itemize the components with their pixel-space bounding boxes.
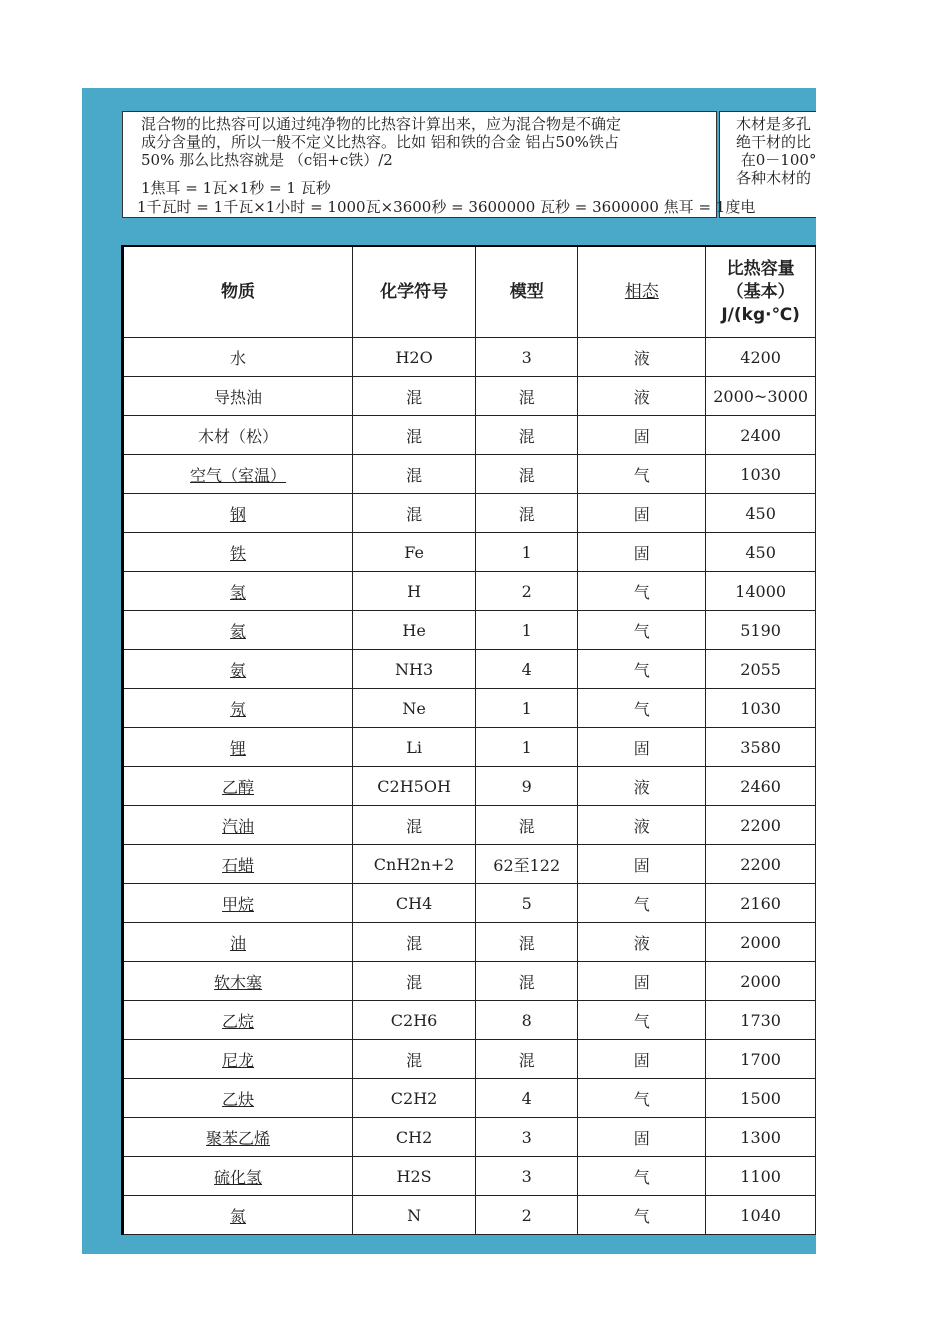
model-cell[interactable]: 3 [476,1157,578,1196]
specific-heat-table [121,245,816,1235]
header-heat-line1: 比热容量 [726,258,795,279]
substance-cell[interactable] [123,845,353,884]
phase-cell[interactable]: 固 [578,494,706,533]
header-heat-unit: J/(kg·℃) [721,304,800,325]
heat-cell[interactable]: 2000 [706,962,816,1001]
table-row [123,806,816,845]
heat-cell[interactable]: 14000 [706,572,816,611]
formula-cell[interactable]: 混 [353,923,476,962]
substance-cell[interactable]: 木材（松） [123,416,353,455]
heat-cell[interactable]: 1030 [706,689,816,728]
model-cell[interactable]: 4 [476,1079,578,1118]
formula-cell[interactable]: 混 [353,377,476,416]
formula-cell[interactable]: H2O [353,338,476,377]
substance-link[interactable]: 氮 [230,1206,247,1226]
header-heat-line2: （基本） [726,281,795,302]
mixture-note-textbox [122,111,756,218]
phase-cell[interactable]: 液 [578,338,706,377]
phase-cell[interactable]: 固 [578,728,706,767]
formula-cell[interactable]: 混 [353,1040,476,1079]
header-phase[interactable] [578,246,706,338]
phase-cell[interactable]: 固 [578,962,706,1001]
heat-cell[interactable]: 1730 [706,1001,816,1040]
heat-cell[interactable]: 2200 [706,806,816,845]
substance-link[interactable]: 氢 [230,582,247,602]
model-cell[interactable]: 5 [476,884,578,923]
substance-link[interactable]: 乙炔 [222,1089,255,1109]
table-row [123,650,816,689]
mixture-note-line: 成分含量的，所以一般不定义比热容。比如 铝和铁的合金 铝占50%铁占 [141,133,619,151]
substance-link[interactable]: 石蜡 [222,855,255,875]
model-cell[interactable]: 2 [476,1196,578,1235]
substance-cell[interactable] [123,650,353,689]
mixture-note-line: 混合物的比热容可以通过纯净物的比热容计算出来，应为混合物是不确定 [141,115,622,133]
header-model[interactable]: 模型 [476,246,578,338]
substance-link[interactable]: 乙醇 [222,777,255,797]
substance-cell[interactable] [123,1157,353,1196]
substance-link[interactable]: 钢 [230,504,247,524]
formula-cell[interactable]: 混 [353,494,476,533]
phase-cell[interactable]: 气 [578,884,706,923]
substance-link[interactable]: 锂 [230,738,247,758]
model-cell[interactable]: 混 [476,377,578,416]
formula-cell[interactable]: NH3 [353,650,476,689]
phase-cell[interactable]: 固 [578,533,706,572]
model-cell[interactable]: 9 [476,767,578,806]
header-substance[interactable]: 物质 [123,246,353,338]
kwh-definition-line: 1千瓦时 = 1千瓦×1小时 = 1000瓦×3600秒 = 3600000 瓦秒 = 3600000 焦耳 = 1度电 [137,198,756,216]
mixture-note-line: 50% 那么比热容就是 （c铝+c铁）/2 [141,151,393,169]
model-cell[interactable]: 8 [476,1001,578,1040]
substance-cell[interactable] [123,806,353,845]
phase-cell[interactable]: 液 [578,923,706,962]
model-cell[interactable]: 1 [476,533,578,572]
substance-link[interactable]: 软木塞 [214,972,263,992]
formula-cell[interactable]: CH4 [353,884,476,923]
table-row [123,611,816,650]
table-row [123,572,816,611]
formula-cell[interactable]: H2S [353,1157,476,1196]
table-body [123,338,816,1235]
phase-cell[interactable]: 气 [578,572,706,611]
substance-cell[interactable] [123,767,353,806]
table-row [123,377,816,416]
heat-cell[interactable]: 2000 [706,923,816,962]
substance-cell[interactable] [123,1196,353,1235]
table-row [123,689,816,728]
wood-note-line: 绝干材的比 [736,133,812,151]
formula-cell[interactable]: Li [353,728,476,767]
substance-cell[interactable] [123,572,353,611]
substance-cell[interactable] [123,923,353,962]
table-row [123,1001,816,1040]
phase-cell[interactable]: 气 [578,455,706,494]
substance-link[interactable]: 氨 [230,660,247,680]
formula-cell[interactable]: CH2 [353,1118,476,1157]
header-heat-capacity[interactable] [706,246,816,338]
heat-cell[interactable]: 1040 [706,1196,816,1235]
model-cell[interactable]: 混 [476,1040,578,1079]
substance-cell[interactable] [123,1118,353,1157]
formula-cell[interactable]: H [353,572,476,611]
model-cell[interactable]: 混 [476,494,578,533]
phase-cell[interactable]: 液 [578,377,706,416]
heat-cell[interactable]: 450 [706,533,816,572]
wood-note-line: 木材是多孔 [736,115,812,133]
formula-cell[interactable]: Ne [353,689,476,728]
table-row [123,455,816,494]
formula-cell[interactable]: N [353,1196,476,1235]
table-row [123,1118,816,1157]
substance-link[interactable]: 硫化氢 [214,1167,263,1187]
model-cell[interactable]: 3 [476,338,578,377]
model-cell[interactable]: 3 [476,1118,578,1157]
model-cell[interactable]: 混 [476,962,578,1001]
heat-cell[interactable]: 3580 [706,728,816,767]
table-row [123,728,816,767]
heat-cell[interactable]: 1700 [706,1040,816,1079]
model-cell[interactable]: 62至122 [476,845,578,884]
table-row [123,416,816,455]
table-row [123,962,816,1001]
substance-cell[interactable] [123,689,353,728]
substance-link[interactable]: 氖 [230,699,247,719]
phase-cell[interactable]: 气 [578,611,706,650]
table-row [123,1157,816,1196]
table-row [123,845,816,884]
heat-cell[interactable]: 1500 [706,1079,816,1118]
formula-cell[interactable]: 混 [353,962,476,1001]
table-header-row [123,246,816,338]
formula-cell[interactable]: C2H2 [353,1079,476,1118]
model-cell[interactable]: 混 [476,416,578,455]
formula-cell[interactable]: He [353,611,476,650]
substance-link[interactable]: 空气（室温） [190,465,287,485]
substance-link[interactable]: 汽油 [222,816,255,836]
formula-cell[interactable]: Fe [353,533,476,572]
header-formula[interactable]: 化学符号 [353,246,476,338]
heat-cell[interactable]: 2460 [706,767,816,806]
table-row [123,494,816,533]
wood-note-line: 各种木材的 [736,169,812,187]
heat-cell[interactable]: 2160 [706,884,816,923]
phase-cell[interactable]: 固 [578,1118,706,1157]
heat-cell[interactable]: 1100 [706,1157,816,1196]
substance-cell[interactable] [123,1079,353,1118]
table-row [123,1040,816,1079]
heat-cell[interactable]: 4200 [706,338,816,377]
table-row [123,923,816,962]
substance-cell[interactable] [123,533,353,572]
model-cell[interactable]: 混 [476,455,578,494]
phase-cell[interactable]: 气 [578,1196,706,1235]
substance-link[interactable]: 甲烷 [222,894,255,914]
heat-cell[interactable]: 2400 [706,416,816,455]
substance-cell[interactable]: 导热油 [123,377,353,416]
joule-definition-line: 1焦耳 = 1瓦×1秒 = 1 瓦秒 [141,179,331,197]
wood-note-line: 在0－100° [736,151,816,169]
substance-cell[interactable] [123,494,353,533]
phase-cell[interactable]: 液 [578,767,706,806]
phase-cell[interactable]: 固 [578,416,706,455]
phase-cell[interactable]: 气 [578,650,706,689]
substance-link[interactable]: 乙烷 [222,1011,255,1031]
substance-link[interactable]: 聚苯乙烯 [206,1128,271,1148]
heat-cell[interactable]: 2200 [706,845,816,884]
phase-cell[interactable]: 液 [578,806,706,845]
phase-cell[interactable]: 气 [578,1079,706,1118]
table-row [123,884,816,923]
heat-cell[interactable]: 1030 [706,455,816,494]
substance-cell[interactable] [123,455,353,494]
model-cell[interactable]: 混 [476,806,578,845]
model-cell[interactable]: 4 [476,650,578,689]
phase-cell[interactable]: 固 [578,1040,706,1079]
heat-cell[interactable]: 450 [706,494,816,533]
phase-cell[interactable]: 固 [578,845,706,884]
spreadsheet-area [82,88,816,1254]
model-cell[interactable]: 1 [476,611,578,650]
heat-cell[interactable]: 2000~3000 [706,377,816,416]
substance-cell[interactable] [123,884,353,923]
table-row [123,1196,816,1235]
model-cell[interactable]: 2 [476,572,578,611]
heat-cell[interactable]: 5190 [706,611,816,650]
table-row [123,767,816,806]
formula-cell[interactable]: 混 [353,806,476,845]
substance-cell[interactable] [123,728,353,767]
formula-cell[interactable]: 混 [353,416,476,455]
phase-cell[interactable]: 气 [578,1157,706,1196]
substance-cell[interactable]: 水 [123,338,353,377]
substance-cell[interactable] [123,962,353,1001]
model-cell[interactable]: 混 [476,923,578,962]
table-row [123,1079,816,1118]
phase-cell[interactable]: 气 [578,689,706,728]
substance-link[interactable]: 氦 [230,621,247,641]
formula-cell[interactable]: CnH2n+2 [353,845,476,884]
header-phase-link[interactable]: 相态 [624,281,659,302]
substance-cell[interactable] [123,1040,353,1079]
substance-cell[interactable] [123,611,353,650]
substance-link[interactable]: 油 [230,933,247,953]
table-row [123,533,816,572]
formula-cell[interactable]: C2H5OH [353,767,476,806]
formula-cell[interactable]: C2H6 [353,1001,476,1040]
model-cell[interactable]: 1 [476,728,578,767]
formula-cell[interactable]: 混 [353,455,476,494]
substance-link[interactable]: 尼龙 [222,1050,255,1070]
table-row [123,338,816,377]
model-cell[interactable]: 1 [476,689,578,728]
heat-cell[interactable]: 1300 [706,1118,816,1157]
phase-cell[interactable]: 气 [578,1001,706,1040]
substance-link[interactable]: 铁 [230,543,247,563]
substance-cell[interactable] [123,1001,353,1040]
heat-cell[interactable]: 2055 [706,650,816,689]
